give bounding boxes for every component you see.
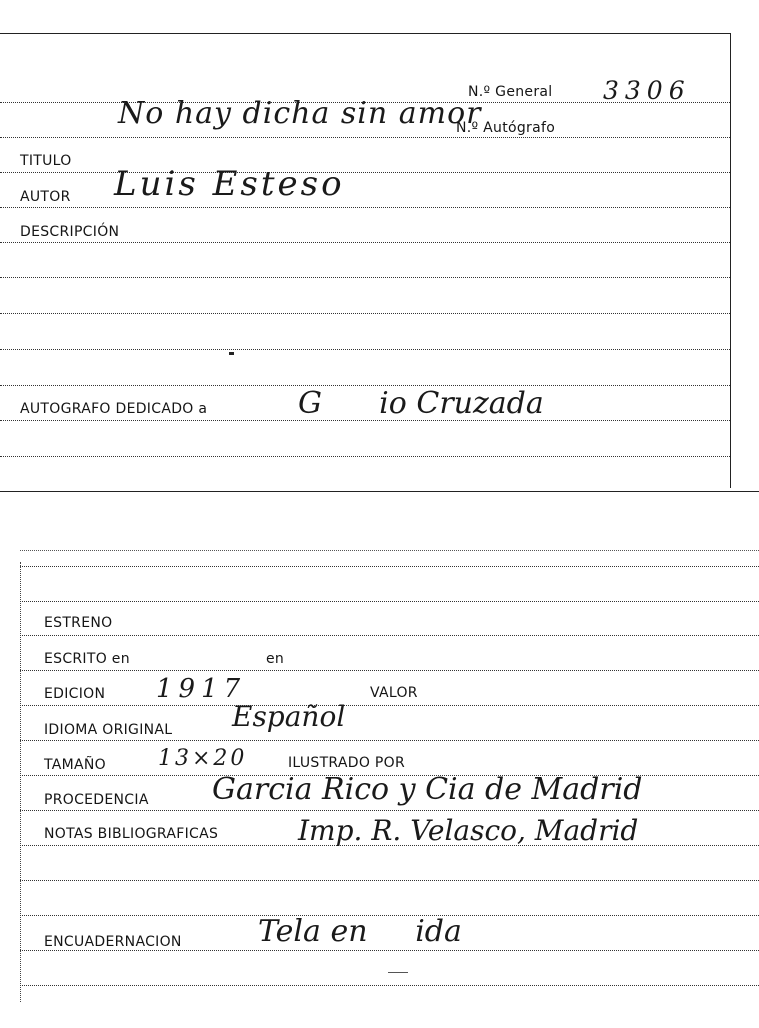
bottom-card-left-border: [20, 562, 21, 1002]
edicion-label: EDICION: [44, 686, 106, 702]
ruled-line: [20, 670, 759, 671]
ruled-line: [20, 705, 759, 706]
ruled-line: [0, 137, 730, 138]
title-handwritten: No hay dicha sin amor: [118, 96, 482, 131]
titulo-label: TITULO: [20, 153, 72, 169]
ruled-line: [0, 349, 730, 350]
ruled-line: [20, 566, 759, 567]
descripcion-label: DESCRIPCIÓN: [20, 224, 120, 240]
ruled-line: [0, 313, 730, 314]
tamano-value: 13×20: [158, 746, 248, 771]
procedencia-value: Garcia Rico y Cia de Madrid: [212, 772, 643, 807]
top-card-bottom-border: [0, 491, 759, 492]
ruled-line: [20, 880, 759, 881]
edicion-value: 1917: [156, 674, 247, 704]
top-card-top-border: [0, 33, 730, 34]
ruled-line: [20, 985, 759, 986]
ruled-line: [0, 456, 730, 457]
ilustrado-label: ILUSTRADO POR: [288, 755, 405, 771]
notas-label: NOTAS BIBLIOGRAFICAS: [44, 826, 219, 842]
procedencia-label: PROCEDENCIA: [44, 792, 149, 808]
estreno-label: ESTRENO: [44, 615, 113, 631]
autografo-number-label: N.º Autógrafo: [456, 120, 556, 136]
ruled-line: [0, 172, 730, 173]
ruled-line: [0, 207, 730, 208]
top-card-right-border: [730, 33, 731, 488]
notas-value: Imp. R. Velasco, Madrid: [298, 814, 639, 847]
ruled-line: [0, 242, 730, 243]
tamano-label: TAMAÑO: [44, 757, 106, 773]
dedicado-label: AUTOGRAFO DEDICADO a: [20, 401, 208, 417]
encuadernacion-label: ENCUADERNACION: [44, 934, 182, 950]
general-number-label: N.º General: [468, 84, 553, 100]
autor-value: Luis Esteso: [114, 164, 345, 204]
ink-speck: [388, 972, 408, 973]
ruled-line: [20, 950, 759, 951]
idioma-value: Español: [232, 700, 346, 733]
ruled-line: [0, 277, 730, 278]
ruled-line: [20, 635, 759, 636]
ruled-line: [20, 810, 759, 811]
idioma-label: IDIOMA ORIGINAL: [44, 722, 173, 738]
ruled-line: [20, 740, 759, 741]
ruled-line: [20, 601, 759, 602]
general-number-value: 3306: [603, 76, 691, 105]
escrito-en-label: en: [266, 651, 285, 667]
escrito-label: ESCRITO en: [44, 651, 130, 667]
dedicado-value: G io Cruzada: [298, 386, 544, 421]
bottom-card-top-border: [20, 550, 759, 551]
valor-label: VALOR: [370, 685, 418, 701]
ink-speck: [229, 352, 234, 355]
autor-label: AUTOR: [20, 189, 71, 205]
encuadernacion-value: Tela en ida: [258, 914, 462, 949]
